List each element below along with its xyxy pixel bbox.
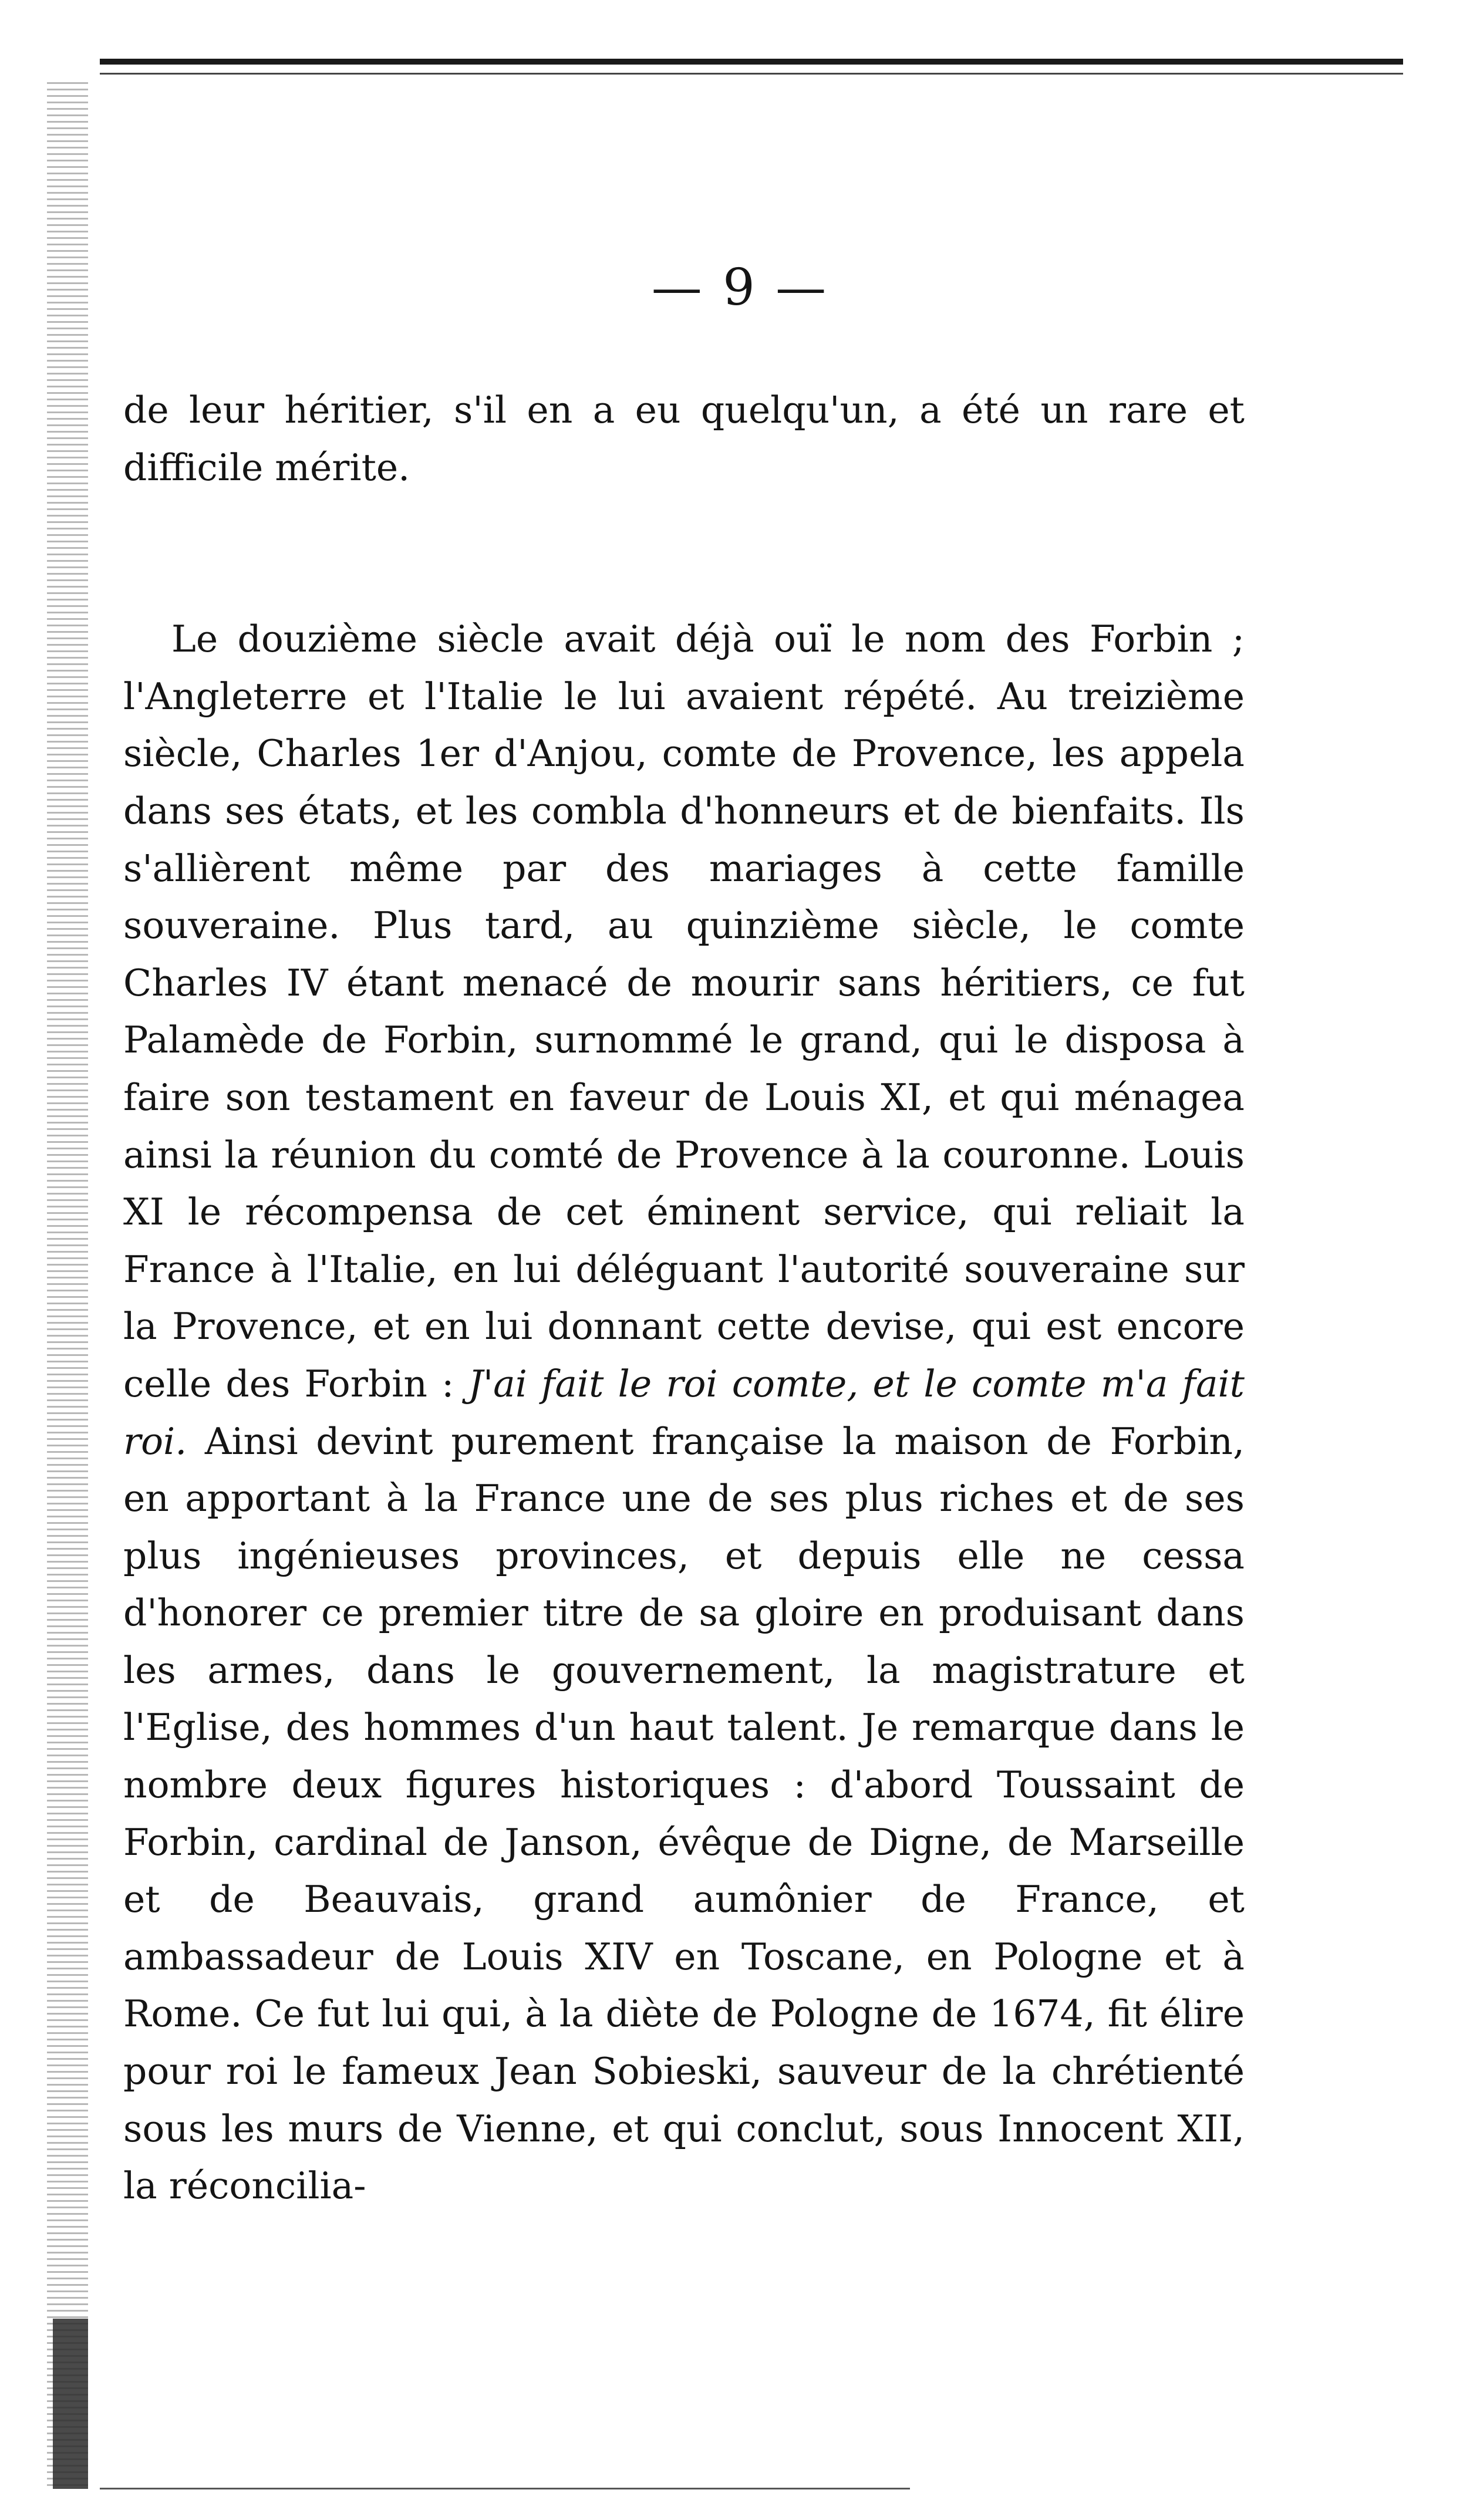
binding-edge [47,82,88,2489]
page-number: — 9 — [651,258,829,317]
paragraph-text-start: Le douzième siècle avait déjà ouï le nom des Forbin ; l'Angleterre et l'Italie le lui avaient répété. Au treizième siècle, Charles 1er d'Anjou, comte de Provence, les appela dans ses états, et les combla d'honneurs et de bienfaits. Ils s'allièrent même par des mariages à cette famille souveraine. Plus tard, au quinzième siècle, le comte Charles IV étant menacé de mourir sans héritiers, ce fut Palamède de Forbin, surnommé le grand, qui le disposa à faire son testament en faveur de Louis XI, et qui ménagea ainsi la réunion du comté de Provence à la couronne. Louis XI le récompensa de cet éminent service, qui reliait la France à l'Italie, en lui déléguant l'autorité souveraine sur la Provence, et en lui donnant cette devise, qui est encore celle des Forbin : [123,618,1245,1405]
paragraph-forbin-history [123,610,1245,2215]
top-border-rule [100,59,1403,65]
top-border-thin-rule [100,73,1403,75]
paragraph-text-end: Ainsi devint purement française la maison de Forbin, en apportant à la France une de ses plus riches et de ses plus ingénieuses provinces, et depuis elle ne cessa d'honorer ce premier titre de sa gloire en produisant dans les armes, dans le gouvernement, la magistrature et l'Eglise, des hommes d'un haut talent. Je remarque dans le nombre deux figures historiques : d'abord Toussaint de Forbin, cardinal de Janson, évêque de Digne, de Marseille et de Beauvais, grand aumônier de France, et ambassadeur de Louis XIV en Toscane, en Pologne et à Rome. Ce fut lui qui, à la diète de Pologne de 1674, fit élire pour roi le fameux Jean Sobieski, sauveur de la chrétienté sous les murs de Vienne, et qui conclut, sous Innocent XII, la réconcilia- [123,1419,1245,2208]
paragraph-continuation: de leur héritier, s'il en a eu quelqu'un, a été un rare et difficile mérite. [123,389,1245,489]
binding-edge-bottom [53,2319,88,2489]
bottom-border-rule [100,2488,910,2489]
body-text [123,382,1245,2215]
forbin-motto: J'ai fait le roi comte, et le comte m'a fait roi. [123,1362,1245,1463]
